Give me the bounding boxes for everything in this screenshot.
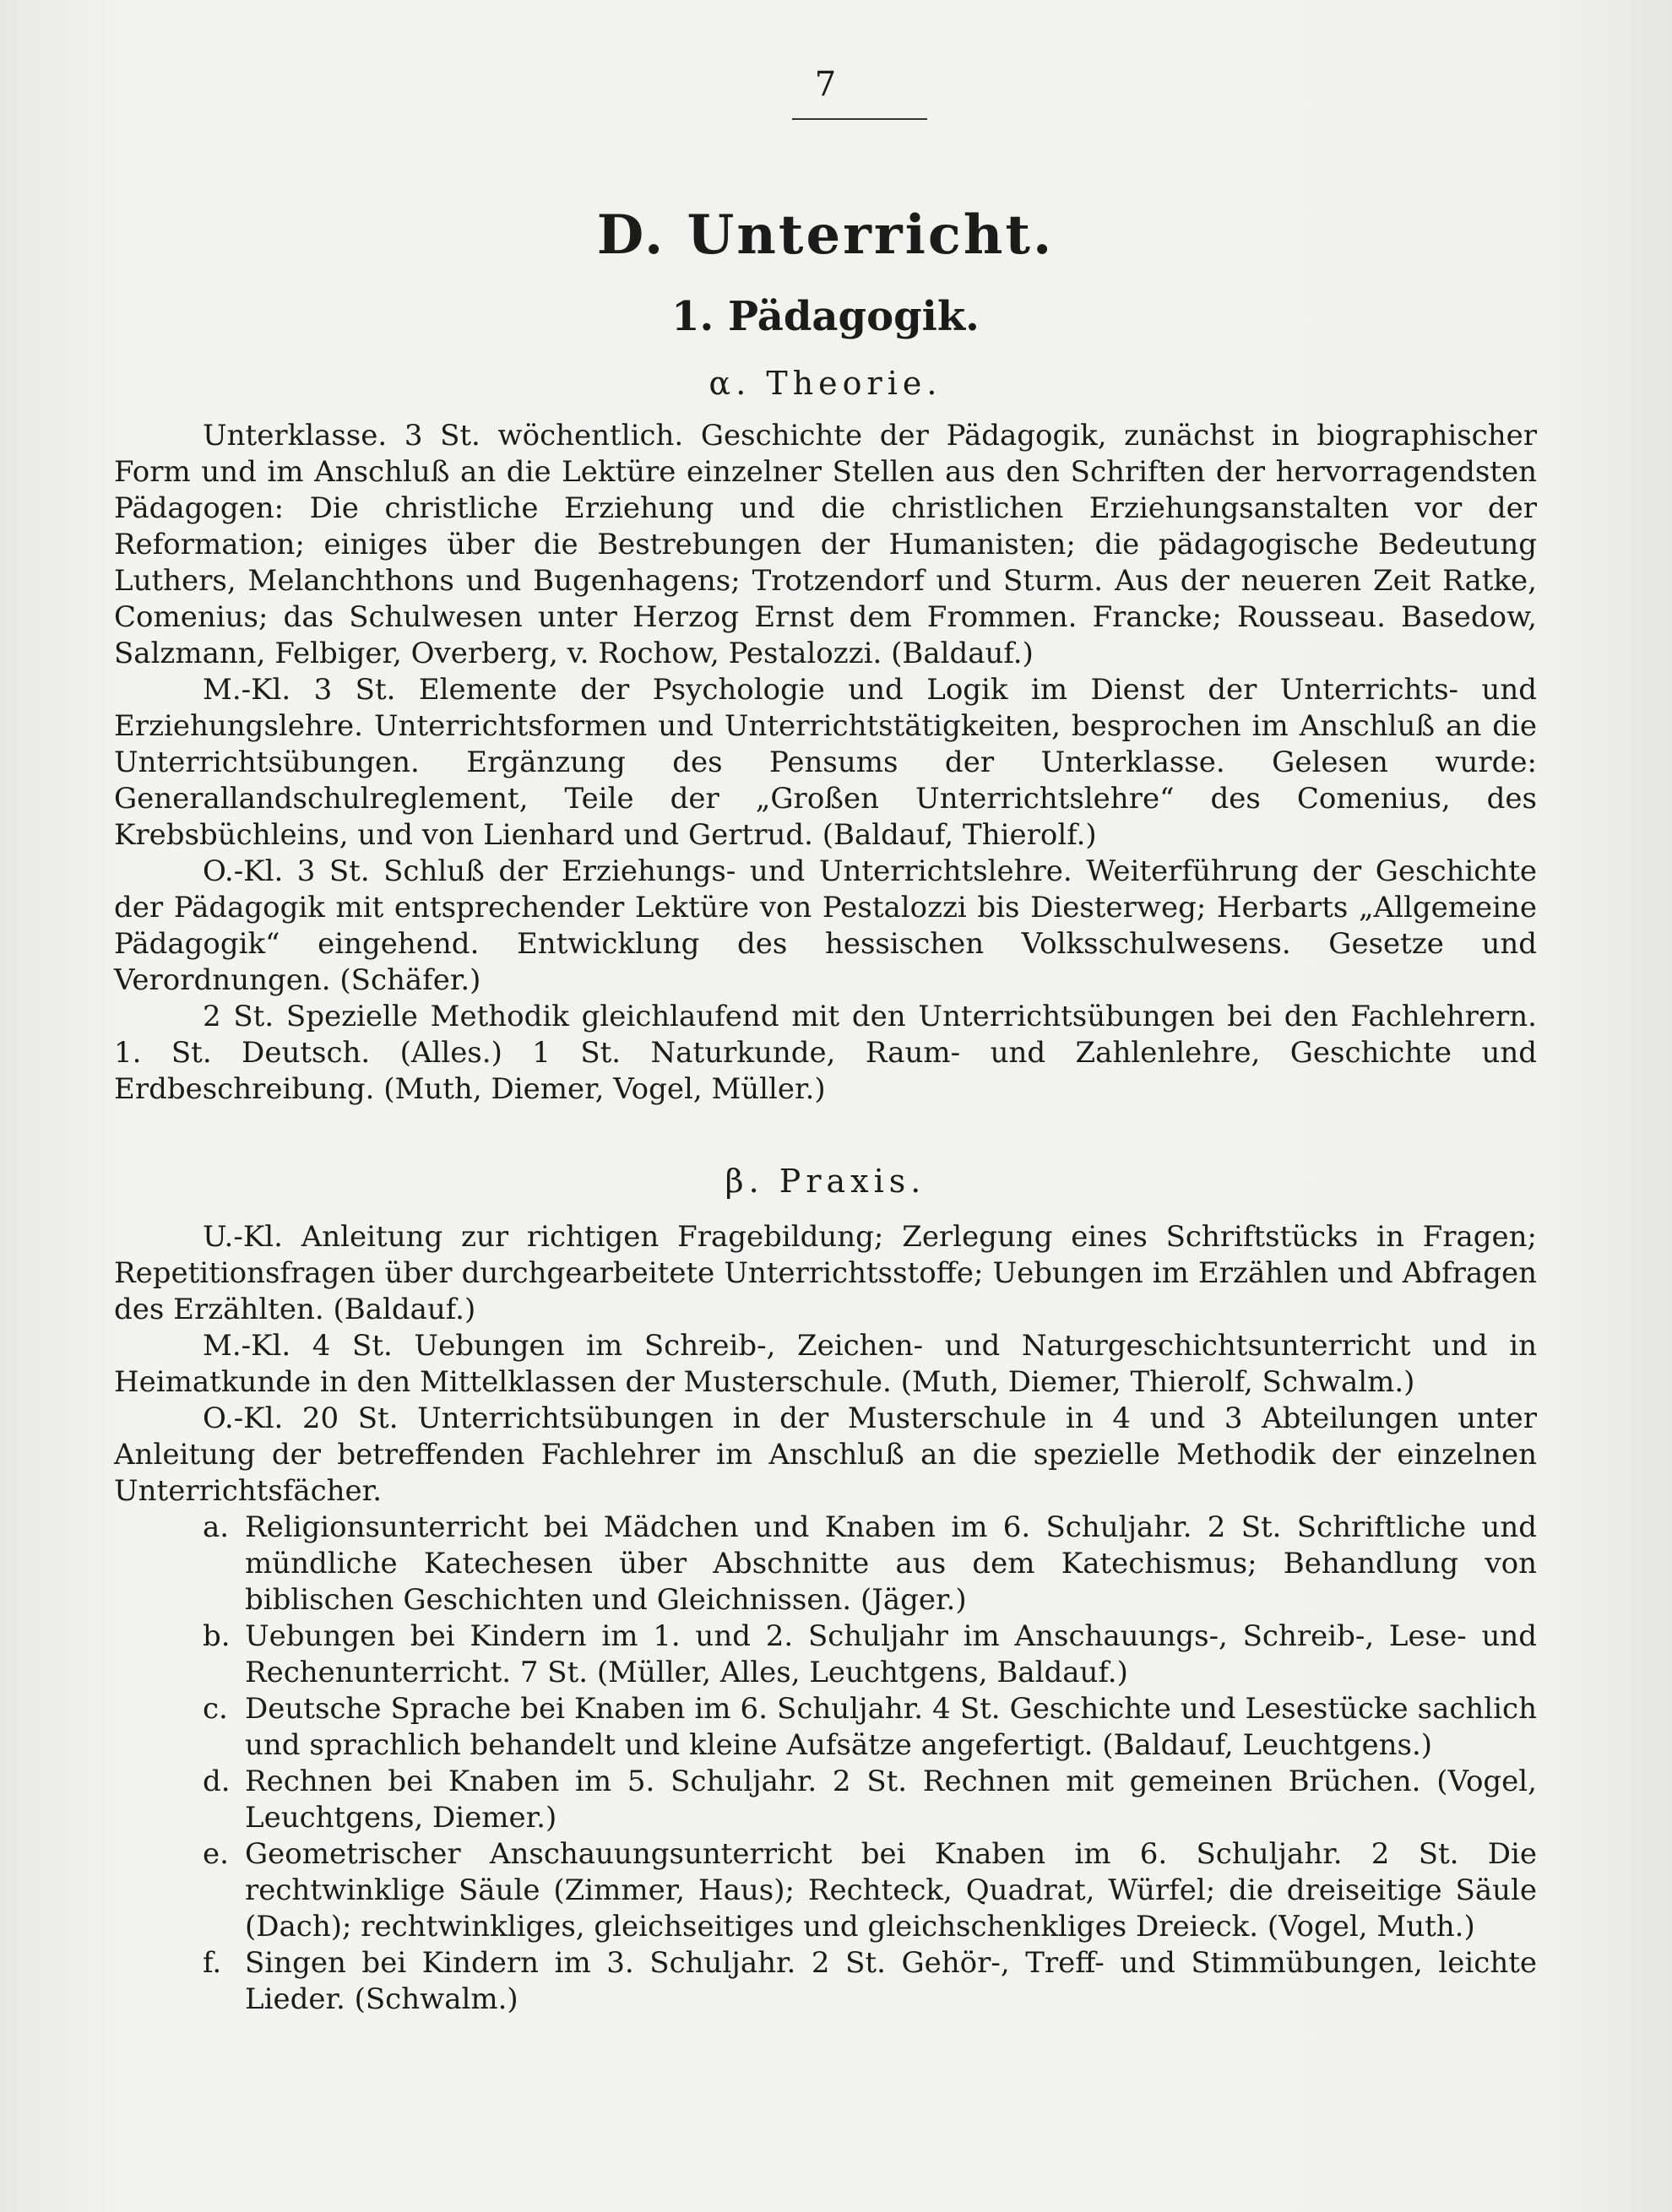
- page-number-rule: [792, 118, 927, 120]
- theorie-section: [114, 418, 1537, 1108]
- praxis-item-list: [114, 1510, 1537, 2018]
- paragraph-methodik: 2 St. Spezielle Methodik gleichlaufend mit den Unterrichtsübungen bei den Fachlehrern. 1. St. Deutsch. (Alles.) 1 St. Naturkunde, Raum- und Zahlenlehre, Geschichte und Erdbeschreibung. (Muth, Diemer, Vogel, Müller.): [114, 1000, 1537, 1106]
- list-item: [114, 1691, 1537, 1764]
- paragraph-unterklasse: Unterklasse. 3 St. wöchentlich. Geschichte der Pädagogik, zunächst in biographischer Form und im Anschluß an die Lektüre einzelner Stellen aus den Schriften der hervorragendsten Pädagogen: Die christliche Erziehung und die christlichen Erziehungsanstalten vor der Reformation; einiges über die Bestrebungen der Humanisten; die pädagogische Bedeutung Luthers, Melanchthons und Bugenhagens; Trotzendorf und Sturm. Aus der neueren Zeit Ratke, Comenius; das Schulwesen unter Herzog Ernst dem Frommen. Francke; Rousseau. Basedow, Salzmann, Felbiger, Overberg, v. Rochow, Pestalozzi. (Baldauf.): [114, 419, 1537, 670]
- list-item-text: Deutsche Sprache bei Knaben im 6. Schuljahr. 4 St. Geschichte und Lesestücke sachlich und sprachlich behandelt und kleine Aufsätze angefertigt. (Baldauf, Leuchtgens.): [245, 1692, 1537, 1762]
- list-item-label: c.: [203, 1692, 228, 1726]
- paragraph-praxis-unterklasse: U.-Kl. Anleitung zur richtigen Fragebildung; Zerlegung eines Schriftstücks in Fragen; Repetitionsfragen über durchgearbeitete Unterrichtsstoffe; Uebungen im Erzählen und Abfragen des Erzählten. (Baldauf.): [114, 1220, 1537, 1326]
- list-item-text: Rechnen bei Knaben im 5. Schuljahr. 2 St. Rechnen mit gemeinen Brüchen. (Vogel, Leuchtgens, Diemer.): [245, 1765, 1537, 1835]
- list-item-text: Religionsunterricht bei Mädchen und Knaben im 6. Schuljahr. 2 St. Schriftliche und mündliche Katechesen über Abschnitte aus dem Katechismus; Behandlung von biblischen Geschichten und Gleichnissen. (Jäger.): [245, 1510, 1537, 1617]
- list-item-label: e.: [203, 1837, 229, 1871]
- list-item-text: Singen bei Kindern im 3. Schuljahr. 2 St. Gehör-, Treff- und Stimmübungen, leichte Lieder. (Schwalm.): [245, 1946, 1537, 2016]
- praxis-section: [114, 1219, 1537, 2018]
- list-item-label: b.: [203, 1619, 231, 1653]
- paragraph-praxis-mittelklasse: M.-Kl. 4 St. Uebungen im Schreib-, Zeichen- und Naturgeschichtsunterricht und in Heimatkunde in den Mittelklassen der Musterschule. (Muth, Diemer, Thierolf, Schwalm.): [114, 1329, 1537, 1399]
- paragraph-oberklasse: O.-Kl. 3 St. Schluß der Erziehungs- und Unterrichtslehre. Weiterführung der Geschichte der Pädagogik mit entsprechender Lektüre von Pestalozzi bis Diesterweg; Herbarts „Allgemeine Pädagogik“ eingehend. Entwicklung des hessischen Volksschulwesens. Gesetze und Verordnungen. (Schäfer.): [114, 854, 1537, 997]
- list-item: [114, 1945, 1537, 2018]
- list-item-text: Uebungen bei Kindern im 1. und 2. Schuljahr im Anschauungs-, Schreib-, Lese- und Rechenunterricht. 7 St. (Müller, Alles, Leuchtgens, Baldauf.): [245, 1619, 1537, 1689]
- list-item-label: d.: [203, 1765, 231, 1798]
- list-item-label: a.: [203, 1510, 230, 1544]
- list-item: [114, 1764, 1537, 1836]
- subject-heading: 1. Pädagogik.: [671, 293, 980, 340]
- list-item: [114, 1618, 1537, 1691]
- paragraph-praxis-oberklasse: O.-Kl. 20 St. Unterrichtsübungen in der Musterschule in 4 und 3 Abteilungen unter Anleitung der betreffenden Fachlehrer im Anschluß an die spezielle Methodik der einzelnen Unterrichtsfächer.: [114, 1401, 1537, 1508]
- list-item-label: f.: [203, 1946, 222, 1980]
- page-number: 7: [814, 65, 837, 104]
- paragraph-mittelklasse: M.-Kl. 3 St. Elemente der Psychologie und Logik im Dienst der Unterrichts- und Erziehungslehre. Unterrichtsformen und Unterrichtstätigkeiten, besprochen im Anschluß an die Unterrichtsübungen. Ergänzung des Pensums der Unterklasse. Gelesen wurde: Generallandschulreglement, Teile der „Großen Unterrichtslehre“ des Comenius, des Krebsbüchleins, und von Lienhard und Gertrud. (Baldauf, Thierolf.): [114, 673, 1537, 852]
- list-item: [114, 1836, 1537, 1945]
- list-item-text: Geometrischer Anschauungsunterricht bei Knaben im 6. Schuljahr. 2 St. Die rechtwinklige Säule (Zimmer, Haus); Rechteck, Quadrat, Würfel; die dreiseitige Säule (Dach); rechtwinkliges, gleichseitiges und gleichschenkliges Dreieck. (Vogel, Muth.): [245, 1837, 1537, 1944]
- praxis-heading: β. Praxis.: [725, 1163, 926, 1200]
- theorie-heading: α. Theorie.: [708, 365, 942, 402]
- section-heading: D. Unterricht.: [596, 203, 1055, 267]
- list-item: [114, 1510, 1537, 1618]
